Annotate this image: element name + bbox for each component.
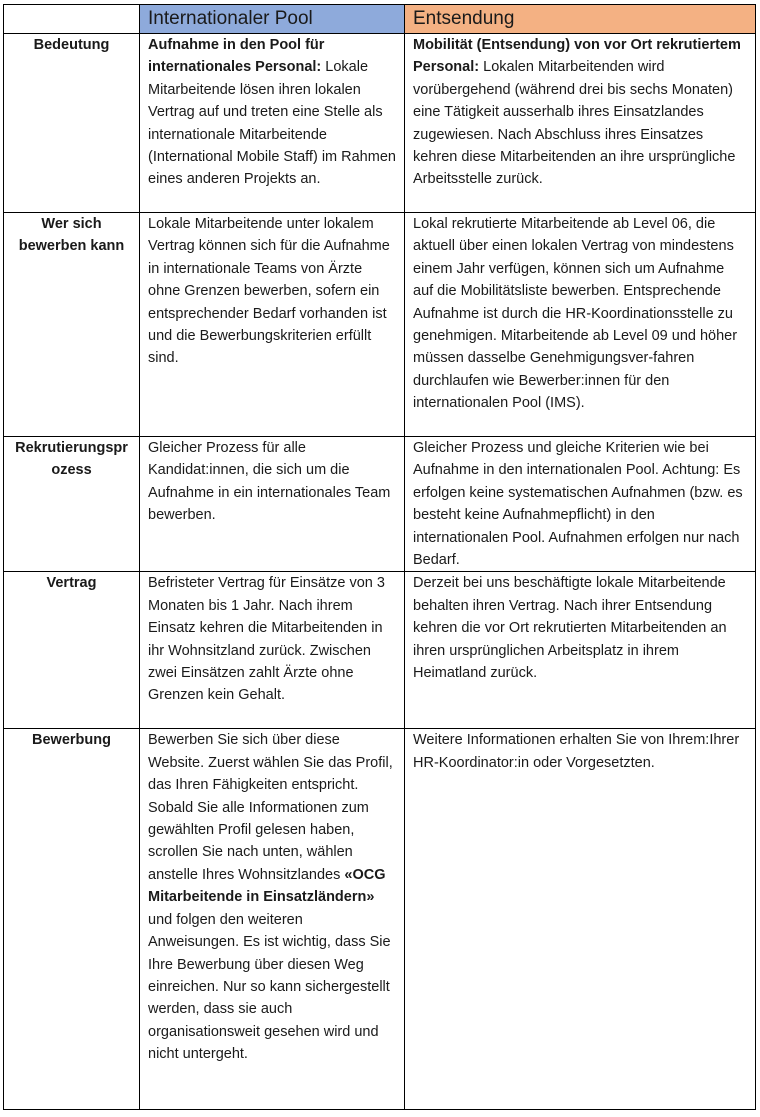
header-international-pool: Internationaler Pool <box>140 5 405 34</box>
entsendung-bold-lead: Mobilität (Entsendung) von vor Ort rekrutiertem Personal: <box>413 37 741 76</box>
comparison-table <box>3 4 756 1110</box>
entsendung-cell: Lokal rekrutierte Mitarbeitende ab Level 06, die aktuell über einen lokalen Vertrag von mindestens einem Jahr verfügen, können sich um Aufnahme auf die Mobilitätsliste bewerben. Entsprechende Aufnahme ist durch die HR-Koordinationsstelle zu genehmigen. Mitarbeitende ab Level 09 und höher müssen dasselbe Genehmigungsver-fahren durchlaufen wie Bewerber:innen für den internationalen Pool (IMS). <box>405 213 756 437</box>
row-label-bedeutung: Bedeutung <box>4 34 140 213</box>
pool-bold-lead: Aufnahme in den Pool für internationales Personal: <box>148 37 325 76</box>
row-label-bewerbung: Bewerbung <box>4 729 140 1110</box>
pool-text: und folgen den weiteren Anweisungen. Es ist wichtig, dass Sie Ihre Bewerbung über diesen Weg einreichen. Nur so kann sichergestellt werden, dass sie auch organisationsweit gesehen wird und nicht untergeht. <box>148 911 391 1063</box>
header-blank-cell <box>4 5 140 34</box>
header-row <box>4 5 756 34</box>
row-label-wer-sich-bewerben-kann: Wer sich bewerben kann <box>4 213 140 437</box>
entsendung-cell: Derzeit bei uns beschäftigte lokale Mitarbeitende behalten ihren Vertrag. Nach ihrer Entsendung kehren die vor Ort rekrutierten Mitarbeitenden an ihren ursprünglichen Arbeitsplatz in ihrem Heimatland zurück. <box>405 572 756 729</box>
entsendung-text: Lokalen Mitarbeitenden wird vorübergehend (während drei bis sechs Monaten) eine Tätigkeit ausserhalb ihres Einsatzlandes zugewiesen. Nach Abschluss ihres Einsatzes kehren diese Mitarbeitenden an ihre ursprüngliche Arbeitsstelle zurück. <box>413 59 736 188</box>
entsendung-cell <box>405 34 756 213</box>
table-row <box>4 572 756 729</box>
table-row <box>4 213 756 437</box>
table-row <box>4 729 756 1110</box>
pool-bold-ocg: «OCG Mitarbeitende in Einsatzländern» <box>148 866 386 906</box>
pool-text: Lokale Mitarbeitende lösen ihren lokalen Vertrag auf und treten eine Stelle als internationale Mitarbeitende (International Mobile Staff) im Rahmen eines anderen Projekts an. <box>148 59 396 188</box>
row-label-vertrag: Vertrag <box>4 572 140 729</box>
header-entsendung: Entsendung <box>405 5 756 34</box>
table-row <box>4 34 756 213</box>
entsendung-cell: Weitere Informationen erhalten Sie von Ihrem:Ihrer HR-Koordinator:in oder Vorgesetzten. <box>405 729 756 1110</box>
pool-cell: Gleicher Prozess für alle Kandidat:innen, die sich um die Aufnahme in ein internationales Team bewerben. <box>140 437 405 572</box>
pool-cell <box>140 34 405 213</box>
table-row <box>4 437 756 572</box>
row-label-rekrutierungsprozess: Rekrutierungsprozess <box>4 437 140 572</box>
pool-cell: Lokale Mitarbeitende unter lokalem Vertrag können sich für die Aufnahme in internationale Teams von Ärzte ohne Grenzen bewerben, sofern ein entsprechender Bedarf vorhanden ist und die Bewerbungskriterien erfüllt sind. <box>140 213 405 437</box>
entsendung-cell: Gleicher Prozess und gleiche Kriterien wie bei Aufnahme in den internationalen Pool. Achtung: Es erfolgen keine systematischen Aufnahmen (bzw. es besteht keine Aufnahmepflicht) in den internationalen Pool. Aufnahmen erfolgen nur nach Bedarf. <box>405 437 756 572</box>
pool-cell: Befristeter Vertrag für Einsätze von 3 Monaten bis 1 Jahr. Nach ihrem Einsatz kehren die Mitarbeitenden in ihr Wohnsitzland zurück. Zwischen zwei Einsätzen zahlt Ärzte ohne Grenzen kein Gehalt. <box>140 572 405 729</box>
pool-text: Bewerben Sie sich über diese Website. Zuerst wählen Sie das Profil, das Ihren Fähigkeiten entspricht. Sobald Sie alle Informationen zum gewählten Profil gelesen haben, scrollen Sie nach unten, wählen anstelle Ihres Wohnsitzlandes <box>148 732 393 883</box>
pool-cell <box>140 729 405 1110</box>
